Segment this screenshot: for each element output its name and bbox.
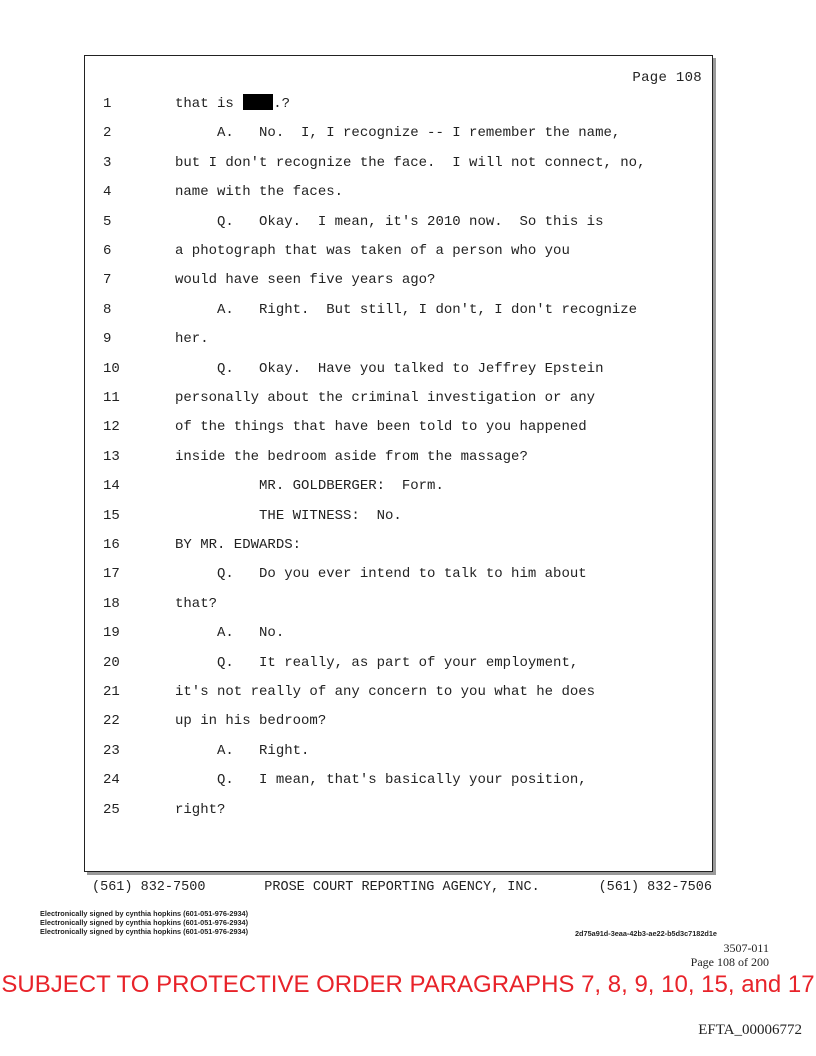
line-number: 20 [103,654,120,671]
line-number: 25 [103,801,120,818]
reporting-agency-footer [92,880,712,895]
line-number: 14 [103,478,120,495]
document-hash: 2d75a91d-3eaa-42b3-ae22-b5d3c7182d1e [575,929,717,938]
line-number: 21 [103,684,120,700]
line-text: Q. It really, as part of your employment, [175,654,579,671]
line-text: would have seen five years ago? [175,272,436,289]
line-number: 24 [103,772,120,789]
phone-right: (561) 832-7506 [598,880,712,895]
line-text: BY MR. EDWARDS: [175,537,302,553]
signature-line: Electronically signed by cynthia hopkins (601-051-976-2934) [40,909,249,918]
line-text: inside the bedroom aside from the massage? [175,448,528,465]
page-number: Page 108 [632,70,702,86]
line-text: Q. Okay. I mean, it's 2010 now. So this is [175,213,604,230]
line-number: 11 [103,390,120,406]
line-text-pre: that is [175,96,243,112]
line-number: 7 [103,272,112,289]
line-text: a photograph that was taken of a person who you [175,243,570,259]
line-number: 15 [103,507,120,524]
line-text: personally about the criminal investigation or any [175,390,596,406]
line-number: 22 [103,713,120,730]
page-of-total: Page 108 of 200 [690,955,769,969]
line-number: 17 [103,566,120,583]
line-number: 8 [103,301,112,318]
line-text: Q. Okay. Have you talked to Jeffrey Epstein [175,360,604,377]
line-text: of the things that have been told to you happened [175,419,587,436]
line-number: 2 [103,125,112,142]
line-text: but I don't recognize the face. I will not connect, no, [175,154,646,171]
line-text: A. Right. [175,742,310,759]
line-text: A. Right. But still, I don't, I don't recognize [175,301,638,318]
signature-line: Electronically signed by cynthia hopkins (601-051-976-2934) [40,927,249,936]
redaction-box [243,94,273,110]
line-text: her. [175,331,209,348]
line-number: 6 [103,243,112,259]
line-text: that? [175,595,218,612]
line-number: 5 [103,213,112,230]
bates-number: EFTA_00006772 [698,1022,802,1038]
line-text: MR. GOLDBERGER: Form. [175,478,444,495]
signature-line: Electronically signed by cynthia hopkins (601-051-976-2934) [40,918,249,927]
line-number: 13 [103,448,120,465]
line-number: 16 [103,537,120,553]
document-reference: 3507-011 [723,941,769,955]
line-number: 23 [103,742,120,759]
line-text: right? [175,801,226,818]
line-text: A. No. I, I recognize -- I remember the name, [175,125,621,142]
agency-name: PROSE COURT REPORTING AGENCY, INC. [264,880,540,895]
line-text: THE WITNESS: No. [175,507,402,524]
line-text: A. No. [175,625,285,642]
phone-left: (561) 832-7500 [92,880,206,895]
line-text [175,94,290,114]
line-number: 12 [103,419,120,436]
line-number: 10 [103,360,120,377]
protective-order-notice: SUBJECT TO PROTECTIVE ORDER PARAGRAPHS 7, 8, 9, 10, 15, and 17 [1,971,815,998]
line-text: name with the faces. [175,184,344,201]
line-number: 4 [103,184,112,201]
line-number: 9 [103,331,112,348]
line-number: 1 [103,96,112,112]
line-text: Q. I mean, that's basically your position, [175,772,587,789]
line-text: up in his bedroom? [175,713,327,730]
transcript-page [84,55,713,872]
line-number: 3 [103,154,112,171]
line-number: 18 [103,595,120,612]
line-text: it's not really of any concern to you what he does [175,684,596,700]
line-text: Q. Do you ever intend to talk to him about [175,566,587,583]
line-text-post: .? [273,96,291,112]
line-number: 19 [103,625,120,642]
